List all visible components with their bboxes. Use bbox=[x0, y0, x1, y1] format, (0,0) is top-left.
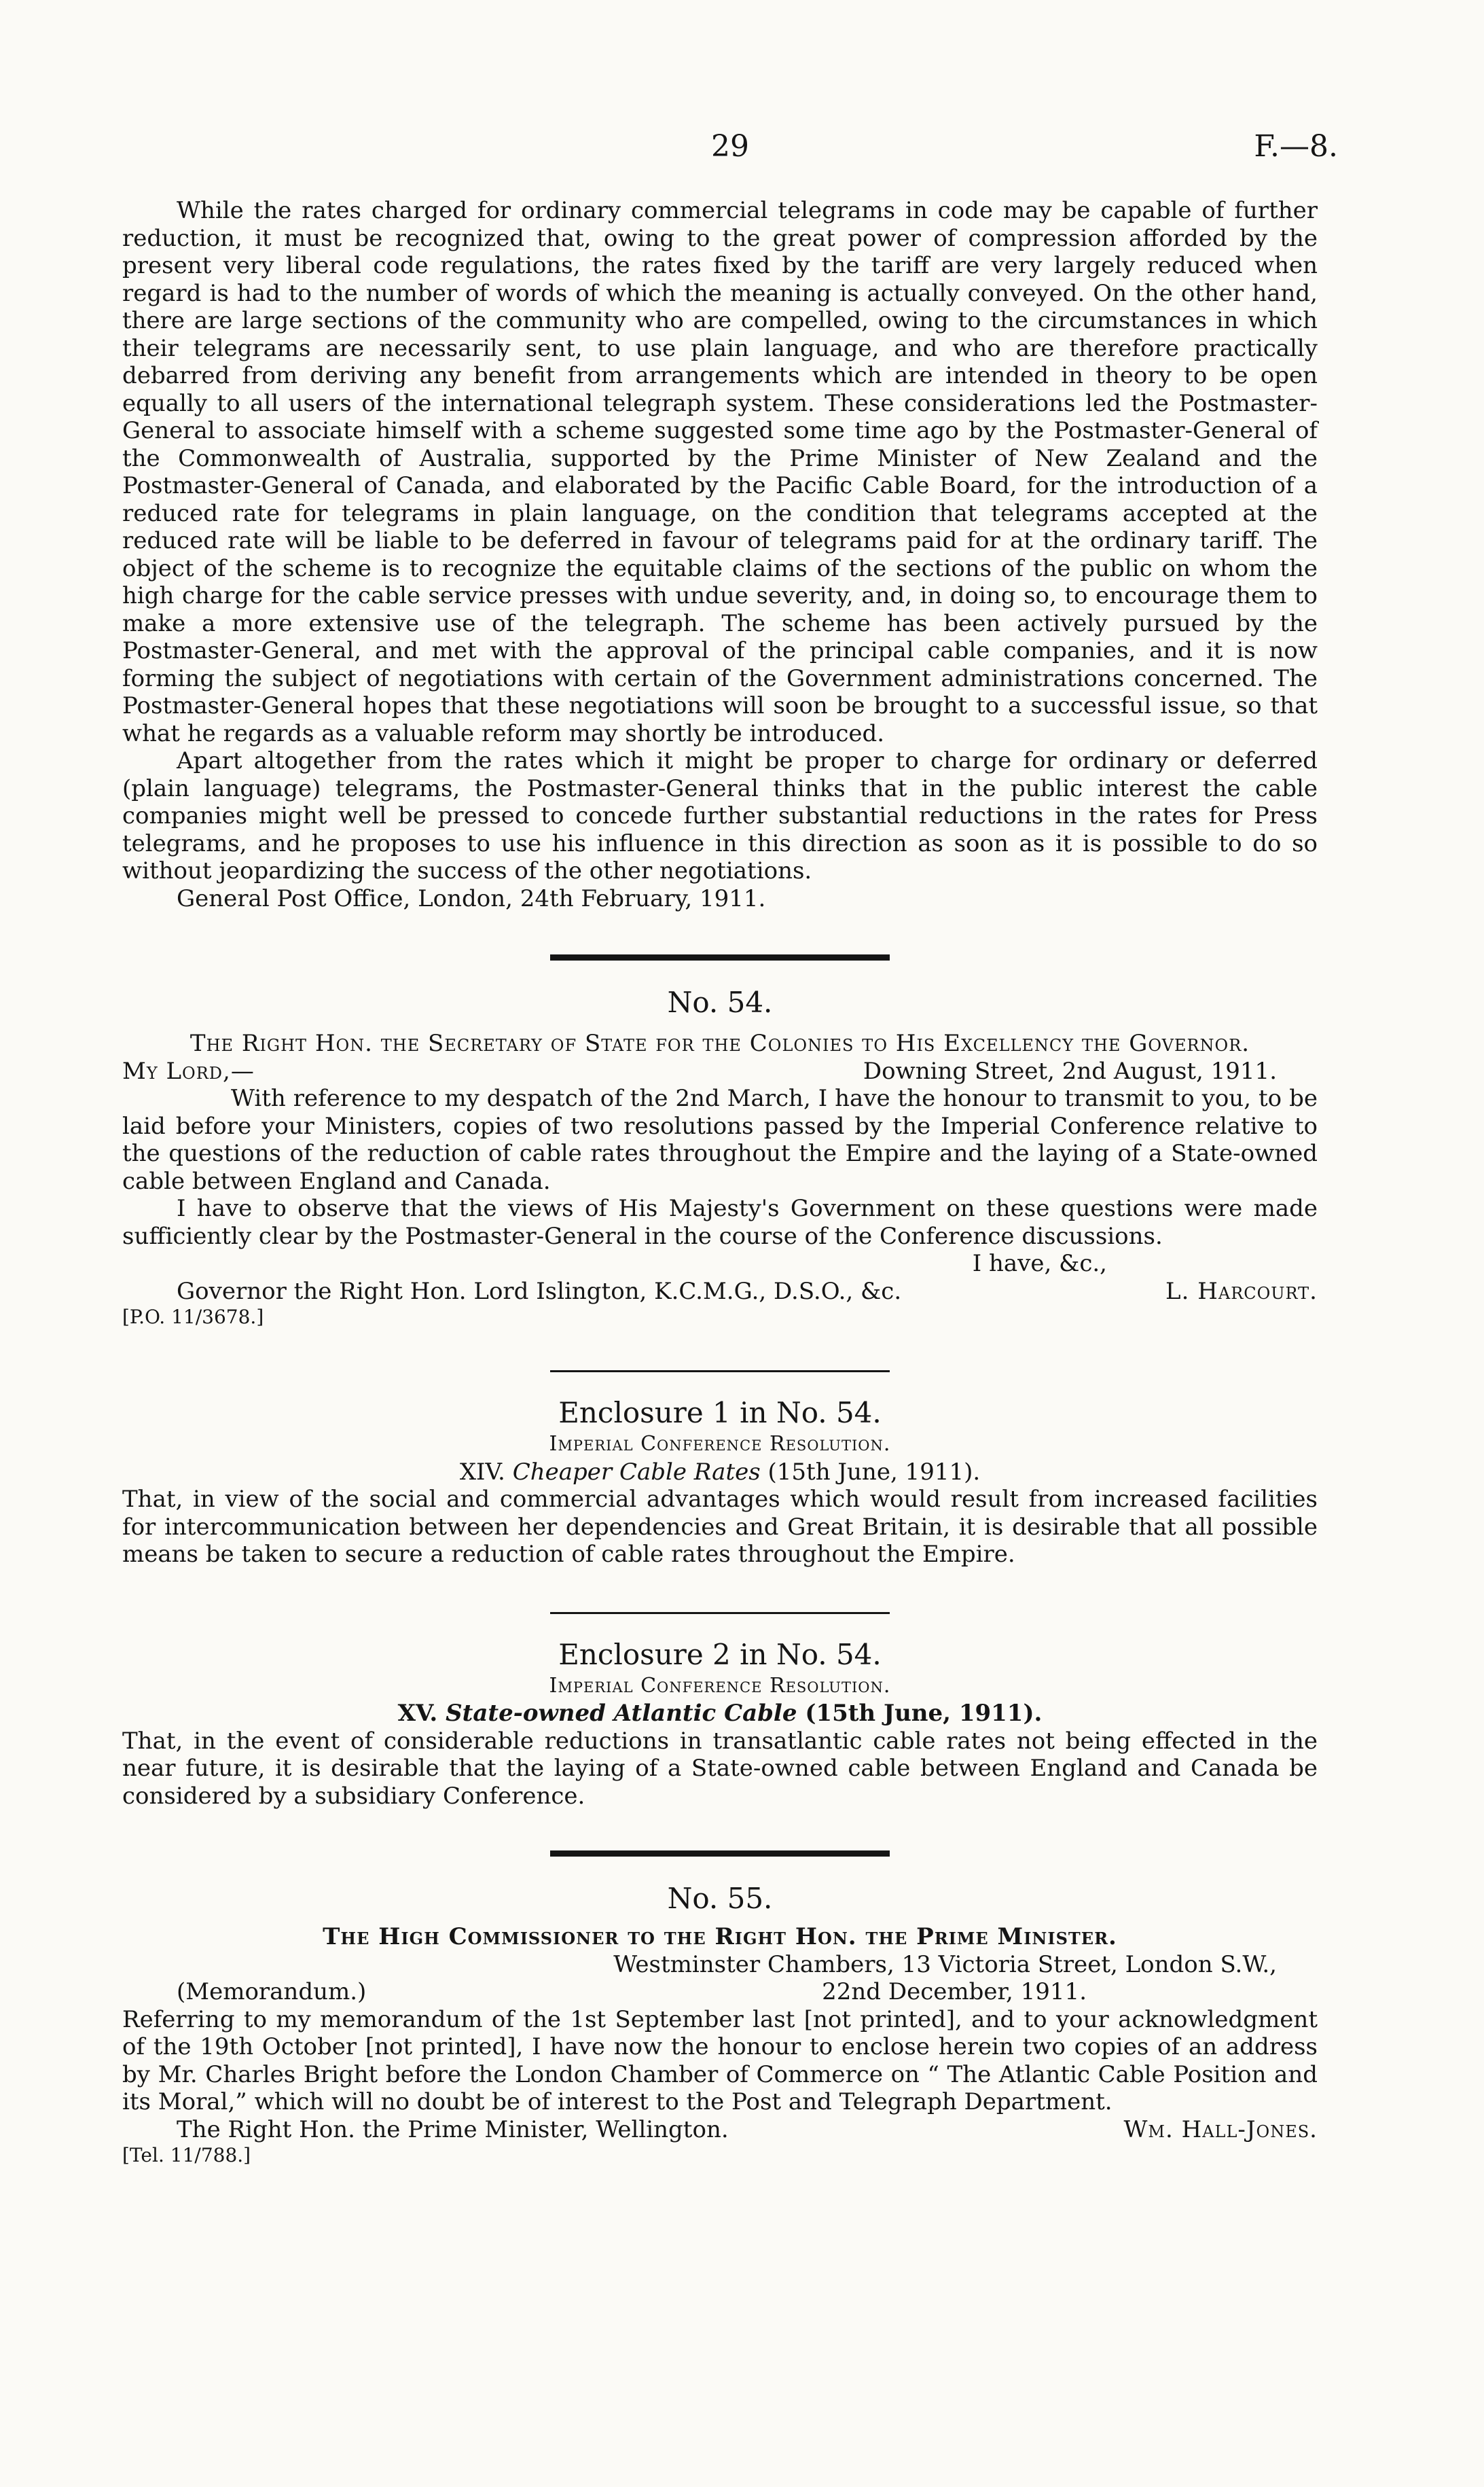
no55-date: 22nd December, 1911. bbox=[822, 1978, 1087, 2005]
intro-signoff: General Post Office, London, 24th February, 1911. bbox=[177, 884, 766, 912]
no55-reference: [Tel. 11/788.] bbox=[122, 2144, 251, 2166]
enclosure2-text: That, in the event of considerable reductions in transatlantic cable rates not being effected in the near future, it is desirable that the laying of a State-owned cable between England and Canada be considered by a subsidiary Conference. bbox=[122, 1727, 1318, 1810]
enclosure1-resolution-heading bbox=[122, 1459, 1318, 1486]
enclosure1-text: That, in view of the social and commercial advantages which would result from increased facilities for intercommunication between her dependencies and Great Britain, it is desirable that all possible means be taken to secure a reduction of cable rates throughout the Empire. bbox=[122, 1486, 1318, 1568]
no55-title: No. 55. bbox=[667, 1882, 773, 1915]
no54-signature: L. Harcourt. bbox=[1165, 1277, 1318, 1305]
no54-place-date: Downing Street, 2nd August, 1911. bbox=[863, 1057, 1277, 1085]
enclosure1-resolution-title: Cheaper Cable Rates bbox=[512, 1458, 761, 1486]
intro-paragraph-1: While the rates charged for ordinary commercial telegrams in code may be capable of further reduction, it must be recognized that, owing to the great power of compression afforded by the present very liberal code regulations, the rates fixed by the tariff are very largely reduced when regard is had to the number of words of which the meaning is actually conveyed. On the other hand, there are large sections of the community who are compelled, owing to the circumstances in which their telegrams are necessarily sent, to use plain language, and who are therefore practically debarred from deriving any benefit from arrangements which are intended in theory to be open equally to all users of the international telegraph system. These considerations led the Postmaster-General to associate himself with a scheme suggested some time ago by the Postmaster-General of the Commonwealth of Australia, supported by the Prime Minister of New Zealand and the Postmaster-General of Canada, and elaborated by the Pacific Cable Board, for the introduction of a reduced rate for telegrams in plain language, on the condition that telegrams accepted at the reduced rate will be liable to be deferred in favour of telegrams paid for at the ordinary tariff. The object of the scheme is to recognize the equitable claims of the sections of the public on whom the high charge for the cable service presses with undue severity, and, in doing so, to encourage them to make a more extensive use of the telegraph. The scheme has been actively pursued by the Postmaster-General, and met with the approval of the principal cable companies, and it is now forming the subject of negotiations with certain of the Government administrations concerned. The Postmaster-General hopes that these negotiations will soon be brought to a successful issue, so that what he regards as a valuable reform may shortly be introduced. bbox=[122, 197, 1318, 747]
no54-closing: I have, &c., bbox=[972, 1250, 1107, 1277]
enclosure1-title: Enclosure 1 in No. 54. bbox=[558, 1396, 882, 1429]
page-number: 29 bbox=[711, 129, 749, 164]
page-header bbox=[122, 129, 1338, 170]
no55-paragraph-1: Referring to my memorandum of the 1st September last [not printed], and to your acknowledgment of the 19th October [not printed], I have now the honour to enclose herein two copies of an address by Mr. Charles Bright before the London Chamber of Commerce on “ The Atlantic Cable Position and its Moral,” which will no doubt be of interest to the Post and Telegraph Department. bbox=[122, 2005, 1318, 2115]
no54-salutation-row bbox=[122, 1058, 1318, 1086]
no54-salutation: My Lord,— bbox=[122, 1057, 255, 1085]
page-body bbox=[122, 197, 1318, 2168]
enclosure1-resolution-number: XIV. bbox=[459, 1458, 505, 1486]
document-code: F.—8. bbox=[1254, 129, 1338, 164]
intro-paragraph-2: Apart altogether from the rates which it might be proper to charge for ordinary or deferred (plain language) telegrams, the Postmaster-General thinks that in the public interest the cable companies might well be pressed to concede further substantial reductions in the rates for Press telegrams, and he proposes to use his influence in this direction as soon as it is possible to do so without jeopardizing the success of the other negotiations. bbox=[122, 747, 1318, 884]
enclosure2-subtitle: Imperial Conference Resolution. bbox=[549, 1673, 891, 1698]
enclosure1-subtitle: Imperial Conference Resolution. bbox=[549, 1432, 891, 1456]
enclosure2-resolution-title: State-owned Atlantic Cable bbox=[446, 1700, 797, 1727]
section-divider bbox=[550, 954, 890, 961]
no55-signature: Wm. Hall-Jones. bbox=[1123, 2115, 1318, 2143]
no54-address: The Right Hon. the Secretary of State for the Colonies to His Excellency the Governor. bbox=[189, 1030, 1250, 1057]
section-divider bbox=[550, 1850, 890, 1857]
no54-signature-row bbox=[122, 1278, 1318, 1306]
no55-signature-row bbox=[122, 2116, 1318, 2144]
no54-paragraph-2: I have to observe that the views of His Majesty's Government on these questions were made sufficiently clear by the Postmaster-General in the course of the Conference discussions. bbox=[122, 1195, 1318, 1250]
no54-paragraph-1: With reference to my despatch of the 2nd March, I have the honour to transmit to you, to be laid before your Ministers, copies of two resolutions passed by the Imperial Conference relative to the questions of the reduction of cable rates throughout the Empire and the laying of a State-owned cable between England and Canada. bbox=[122, 1085, 1318, 1195]
no54-title: No. 54. bbox=[667, 986, 773, 1019]
enclosure2-resolution-heading bbox=[122, 1700, 1318, 1728]
enclosure1-resolution-date: (15th June, 1911). bbox=[767, 1458, 981, 1486]
enclosure2-resolution-date: (15th June, 1911). bbox=[805, 1700, 1043, 1727]
no55-address: The High Commissioner to the Right Hon. the Prime Minister. bbox=[323, 1923, 1117, 1950]
enclosure2-resolution-number: XV. bbox=[397, 1700, 438, 1727]
no55-memo-label: (Memorandum.) bbox=[177, 1978, 367, 2005]
no55-place: Westminster Chambers, 13 Victoria Street, London S.W., bbox=[613, 1950, 1277, 1978]
enclosure2-title: Enclosure 2 in No. 54. bbox=[558, 1637, 882, 1671]
no55-recipient: The Right Hon. the Prime Minister, Wellington. bbox=[177, 2115, 729, 2143]
no54-reference: [P.O. 11/3678.] bbox=[122, 1306, 264, 1328]
no54-recipient: Governor the Right Hon. Lord Islington, K.C.M.G., D.S.O., &c. bbox=[177, 1277, 902, 1305]
